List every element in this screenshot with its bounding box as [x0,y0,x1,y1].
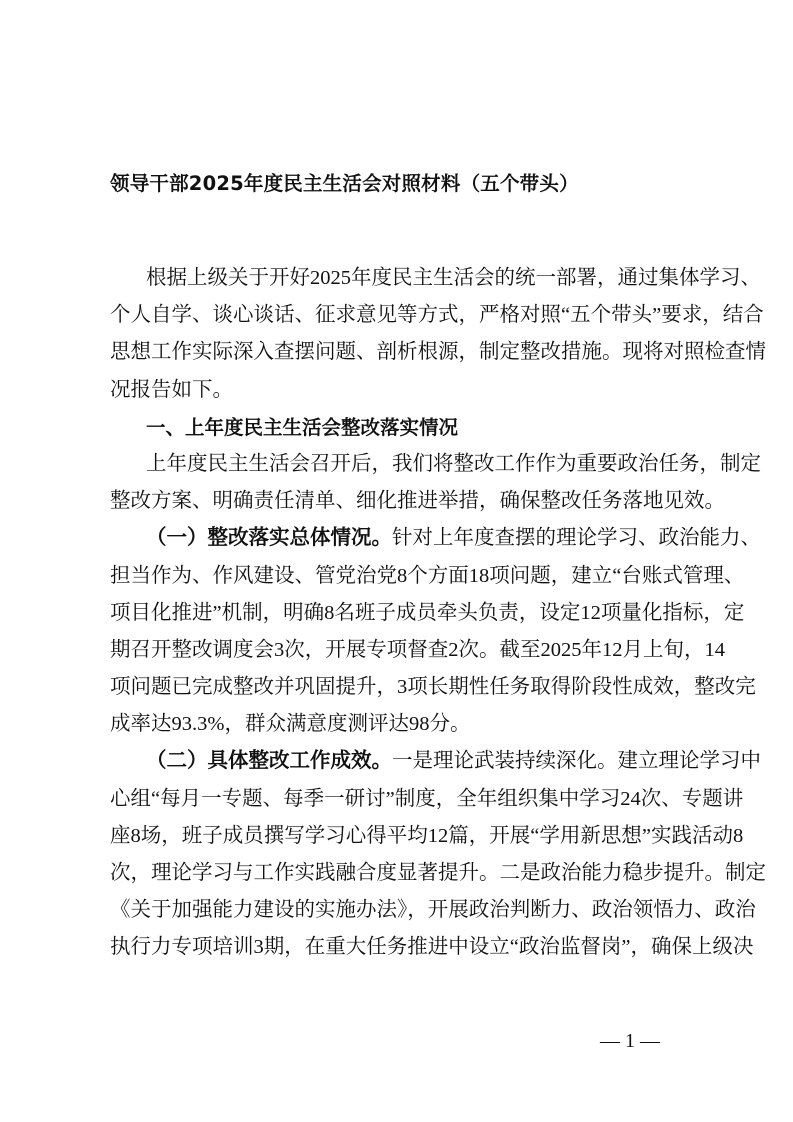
text-line [110,558,745,595]
line-text: 况报告如下。 [110,378,233,401]
text-line [110,632,725,669]
section-heading [110,409,710,446]
line-text: 上年度民主生活会召开后，我们将整改工作作为重要政治任务，制定 [146,452,761,475]
line-text: 一是理论武装持续深化。建立理论学习中 [392,750,761,773]
text-line [110,520,761,557]
document-body [110,260,766,967]
text-line [110,446,761,483]
text-line [110,818,744,855]
line-text: 期召开整改调度会3次，开展专项督查2次。截至2025年12月上旬，14 [110,638,725,661]
text-line [110,929,754,966]
line-text: 针对上年度查摆的理论学习、政治能力、 [392,527,761,550]
text-line [110,892,756,929]
document-title: 领导干部2025年度民主生活会对照材料（五个带头） [110,172,579,195]
text-line [110,669,756,706]
subsection-lead: （二）具体整改工作成效。 [146,750,392,773]
line-text: 心组“每月一专题、每季一研讨”制度，全年组织集中学习24次、专题讲 [110,787,744,810]
line-text: 思想工作实际深入查摆问题、剖析根源，制定整改措施。现将对照检查情 [110,341,766,364]
line-text: 《关于加强能力建设的实施办法》，开展政治判断力、政治领悟力、政治 [110,899,756,922]
line-text: 根据上级关于开好2025年度民主生活会的统一部署，通过集体学习、 [146,267,761,289]
text-line [110,334,766,371]
page-number: — 1 — [600,1030,660,1052]
line-text: 成率达93.3%，群众满意度测评达98分。 [110,713,471,736]
line-text: 座8场，班子成员撰写学习心得平均12篇，开展“学用新思想”实践活动8 [110,824,744,847]
text-line [110,483,725,520]
text-line [110,297,764,334]
text-line [110,706,710,743]
line-text: 执行力专项培训3期，在重大任务推进中设立“政治监督岗”，确保上级决 [110,936,754,959]
line-text: 担当作为、作风建设、管党治党8个方面18项问题，建立“台账式管理、 [110,564,745,587]
line-text: 项问题已完成整改并巩固提升，3项长期性任务取得阶段性成效，整改完 [110,676,756,699]
line-text: 次，理论学习与工作实践融合度显著提升。二是政治能力稳步提升。制定 [110,862,766,884]
text-line [110,855,766,892]
text-line [110,595,745,632]
text-line [110,372,710,409]
line-text: 整改方案、明确责任清单、细化推进举措，确保整改任务落地见效。 [110,490,725,513]
line-text: 一、上年度民主生活会整改落实情况 [146,415,459,439]
line-text: 项目化推进”机制，明确8名班子成员牵头负责，设定12项量化指标，定 [110,601,745,624]
subsection-lead: （一）整改落实总体情况。 [146,527,392,550]
text-line [110,260,761,297]
text-line [110,743,761,780]
line-text: 个人自学、谈心谈话、征求意见等方式，严格对照“五个带头”要求，结合 [110,304,764,327]
text-line [110,781,744,818]
